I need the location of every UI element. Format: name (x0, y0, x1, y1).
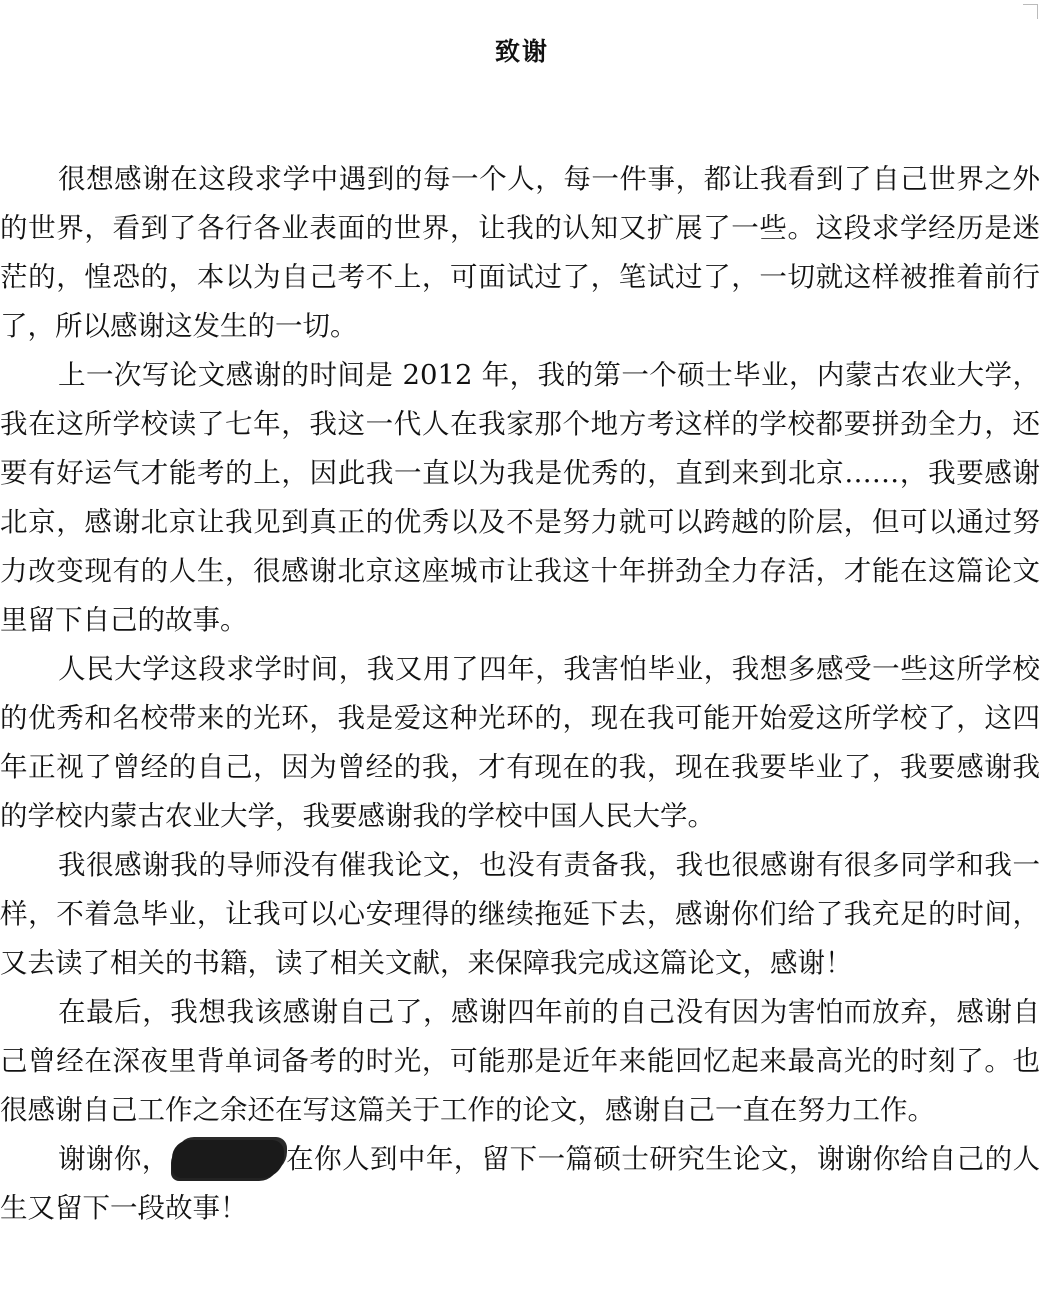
redacted-name-mark (172, 1140, 284, 1178)
paragraph-1: 很想感谢在这段求学中遇到的每一个人，每一件事，都让我看到了自己世界之外的世界，看到了各行各业表面的世界，让我的认知又扩展了一些。这段求学经历是迷茫的，惶恐的，本以为自己考不上，可面试过了，笔试过了，一切就这样被推着前行了，所以感谢这发生的一切。 (0, 163, 1040, 342)
paragraph-6 (0, 1135, 1040, 1233)
page-title: 致谢 (494, 37, 549, 66)
paragraph-3: 人民大学这段求学时间，我又用了四年，我害怕毕业，我想多感受一些这所学校的优秀和名校带来的光环，我是爱这种光环的，现在我可能开始爱这所学校了，这四年正视了曾经的自己，因为曾经的我，才有现在的我，现在我要毕业了，我要感谢我的学校内蒙古农业大学，我要感谢我的学校中国人民大学。 (0, 653, 1040, 832)
closing-text-end: 在你人到中年，留下一篇硕士研究生论文，谢谢你给自己的人生又留下一段故事！ (0, 1143, 1041, 1224)
page-corner-mark (1023, 4, 1038, 19)
paragraph-5: 在最后，我想我该感谢自己了，感谢四年前的自己没有因为害怕而放弃，感谢自己曾经在深夜里背单词备考的时光，可能那是近年来能回忆起来最高光的时刻了。也很感谢自己工作之余还在写这篇关于工作的论文，感谢自己一直在努力工作。 (0, 996, 1040, 1126)
paragraph-4: 我很感谢我的导师没有催我论文，也没有责备我，我也很感谢有很多同学和我一样，不着急毕业，让我可以心安理得的继续拖延下去，感谢你们给了我充足的时间，又去读了相关的书籍，读了相关文献，来保障我完成这篇论文，感谢！ (0, 849, 1040, 979)
paragraph-2: 上一次写论文感谢的时间是 2012 年，我的第一个硕士毕业，内蒙古农业大学，我在这所学校读了七年，我这一代人在我家那个地方考这样的学校都要拼劲全力，还要有好运气才能考的上，因此我一直以为我是优秀的，直到来到北京……，我要感谢北京，感谢北京让我见到真正的优秀以及不是努力就可以跨越的阶层，但可以通过努力改变现有的人生，很感谢北京这座城市让我这十年拼劲全力存活，才能在这篇论文里留下自己的故事。 (0, 359, 1040, 636)
acknowledgement-body (0, 155, 1040, 1233)
closing-text-start: 谢谢你， (58, 1143, 170, 1175)
